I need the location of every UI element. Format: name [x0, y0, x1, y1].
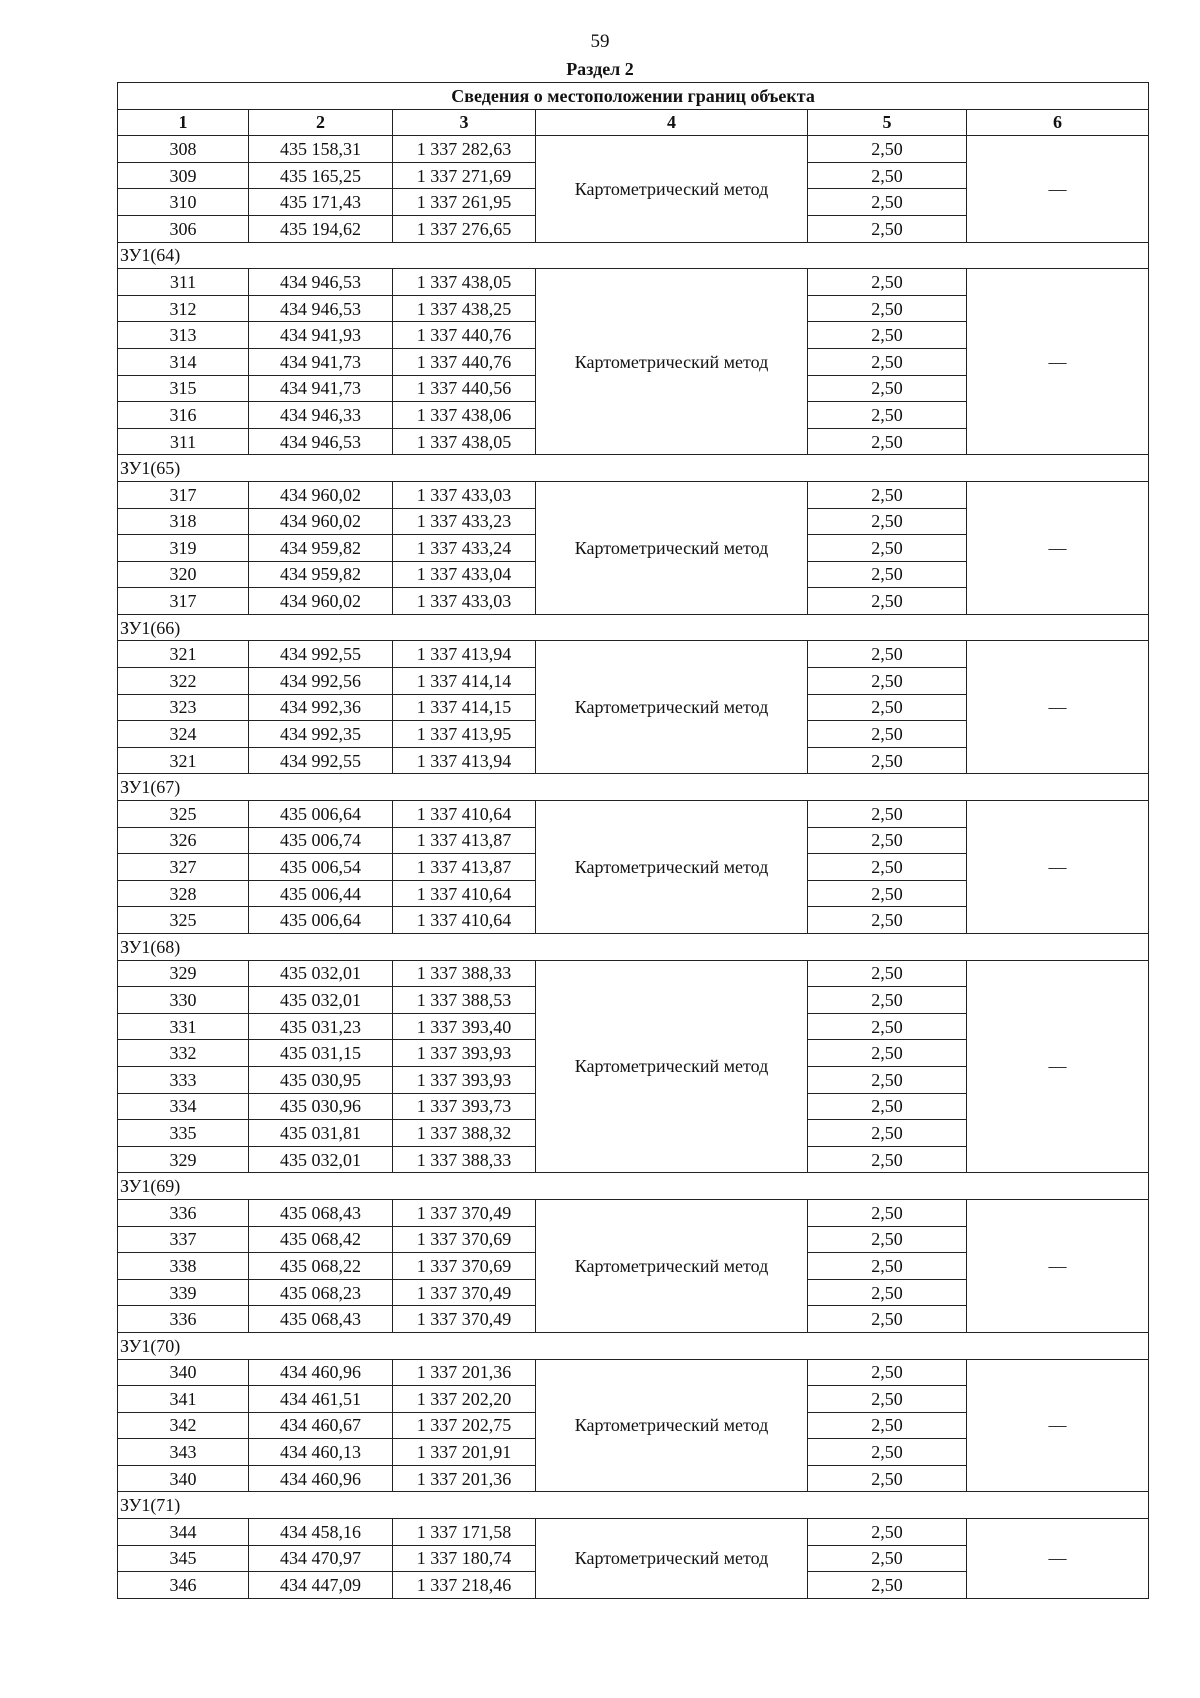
point-number: 344 — [118, 1519, 249, 1546]
table-row — [118, 801, 1149, 828]
coordinate-y: 1 337 370,69 — [393, 1226, 536, 1253]
coordinate-y: 1 337 388,53 — [393, 987, 536, 1014]
coordinate-x: 434 458,16 — [249, 1519, 393, 1546]
accuracy-value: 2,50 — [808, 827, 967, 854]
coordinate-x: 434 946,53 — [249, 295, 393, 322]
point-number: 336 — [118, 1199, 249, 1226]
point-number: 315 — [118, 375, 249, 402]
accuracy-value: 2,50 — [808, 1519, 967, 1546]
point-number: 320 — [118, 561, 249, 588]
accuracy-value: 2,50 — [808, 880, 967, 907]
accuracy-value: 2,50 — [808, 1226, 967, 1253]
coordinate-x: 435 031,81 — [249, 1120, 393, 1147]
group-label-row — [118, 934, 1149, 961]
column-header: 6 — [967, 109, 1149, 136]
accuracy-value: 2,50 — [808, 1545, 967, 1572]
point-number: 340 — [118, 1465, 249, 1492]
accuracy-value: 2,50 — [808, 854, 967, 881]
column-header: 2 — [249, 109, 393, 136]
point-number: 309 — [118, 162, 249, 189]
coordinate-x: 434 959,82 — [249, 535, 393, 562]
coordinate-x: 434 960,02 — [249, 481, 393, 508]
coordinate-y: 1 337 370,49 — [393, 1279, 536, 1306]
group-label-row — [118, 774, 1149, 801]
coordinate-y: 1 337 393,40 — [393, 1013, 536, 1040]
coordinate-y: 1 337 433,03 — [393, 481, 536, 508]
group-label: ЗУ1(70) — [118, 1332, 1149, 1359]
accuracy-value: 2,50 — [808, 747, 967, 774]
accuracy-value: 2,50 — [808, 1572, 967, 1599]
coordinate-x: 435 068,42 — [249, 1226, 393, 1253]
point-number: 340 — [118, 1359, 249, 1386]
coordinate-x: 434 941,73 — [249, 375, 393, 402]
coordinate-y: 1 337 410,64 — [393, 880, 536, 907]
coordinate-y: 1 337 370,49 — [393, 1199, 536, 1226]
point-number: 321 — [118, 641, 249, 668]
accuracy-value: 2,50 — [808, 162, 967, 189]
table-row — [118, 960, 1149, 987]
coordinate-y: 1 337 201,91 — [393, 1439, 536, 1466]
table-row — [118, 269, 1149, 296]
coordinate-y: 1 337 438,05 — [393, 428, 536, 455]
point-number: 326 — [118, 827, 249, 854]
group-label-row — [118, 1492, 1149, 1519]
point-number: 328 — [118, 880, 249, 907]
coordinate-x: 435 031,23 — [249, 1013, 393, 1040]
coordinate-y: 1 337 388,33 — [393, 960, 536, 987]
group-label-row — [118, 242, 1149, 269]
description-cell: — — [967, 136, 1149, 242]
coordinate-y: 1 337 438,05 — [393, 269, 536, 296]
point-number: 319 — [118, 535, 249, 562]
point-number: 335 — [118, 1120, 249, 1147]
description-cell: — — [967, 1519, 1149, 1599]
coordinate-y: 1 337 413,95 — [393, 721, 536, 748]
group-label: ЗУ1(68) — [118, 934, 1149, 961]
coordinate-y: 1 337 393,93 — [393, 1040, 536, 1067]
coordinate-x: 434 992,36 — [249, 694, 393, 721]
coordinate-y: 1 337 440,76 — [393, 348, 536, 375]
accuracy-value: 2,50 — [808, 1359, 967, 1386]
coordinate-x: 434 960,02 — [249, 588, 393, 615]
accuracy-value: 2,50 — [808, 1120, 967, 1147]
point-number: 311 — [118, 428, 249, 455]
coordinate-y: 1 337 440,76 — [393, 322, 536, 349]
group-label: ЗУ1(67) — [118, 774, 1149, 801]
accuracy-value: 2,50 — [808, 402, 967, 429]
page-number: 59 — [590, 31, 610, 52]
accuracy-value: 2,50 — [808, 1013, 967, 1040]
point-number: 322 — [118, 668, 249, 695]
point-number: 331 — [118, 1013, 249, 1040]
point-number: 329 — [118, 1146, 249, 1173]
coordinate-y: 1 337 370,49 — [393, 1306, 536, 1333]
coordinate-y: 1 337 433,24 — [393, 535, 536, 562]
boundary-coordinates-table — [117, 82, 1149, 1599]
coordinate-x: 434 946,53 — [249, 269, 393, 296]
accuracy-value: 2,50 — [808, 1386, 967, 1413]
coordinate-x: 434 946,33 — [249, 402, 393, 429]
point-number: 313 — [118, 322, 249, 349]
coordinate-y: 1 337 202,20 — [393, 1386, 536, 1413]
group-label: ЗУ1(66) — [118, 614, 1149, 641]
coordinate-x: 434 992,55 — [249, 747, 393, 774]
accuracy-value: 2,50 — [808, 189, 967, 216]
point-number: 308 — [118, 136, 249, 163]
group-label: ЗУ1(64) — [118, 242, 1149, 269]
table-caption: Сведения о местоположении границ объекта — [118, 83, 1149, 110]
coordinate-x: 434 941,93 — [249, 322, 393, 349]
method-cell: Картометрический метод — [536, 801, 808, 934]
group-label-row — [118, 1332, 1149, 1359]
coordinate-x: 435 068,22 — [249, 1253, 393, 1280]
coordinate-x: 434 960,02 — [249, 508, 393, 535]
accuracy-value: 2,50 — [808, 561, 967, 588]
accuracy-value: 2,50 — [808, 322, 967, 349]
point-number: 324 — [118, 721, 249, 748]
coordinate-x: 435 032,01 — [249, 1146, 393, 1173]
accuracy-value: 2,50 — [808, 721, 967, 748]
point-number: 325 — [118, 907, 249, 934]
coordinate-y: 1 337 261,95 — [393, 189, 536, 216]
point-number: 339 — [118, 1279, 249, 1306]
group-label-row — [118, 1173, 1149, 1200]
coordinate-y: 1 337 438,06 — [393, 402, 536, 429]
point-number: 334 — [118, 1093, 249, 1120]
coordinate-x: 435 068,43 — [249, 1306, 393, 1333]
point-number: 345 — [118, 1545, 249, 1572]
accuracy-value: 2,50 — [808, 1279, 967, 1306]
point-number: 321 — [118, 747, 249, 774]
coordinate-y: 1 337 414,15 — [393, 694, 536, 721]
column-header: 3 — [393, 109, 536, 136]
accuracy-value: 2,50 — [808, 668, 967, 695]
coordinate-x: 435 158,31 — [249, 136, 393, 163]
point-number: 336 — [118, 1306, 249, 1333]
coordinate-y: 1 337 413,94 — [393, 641, 536, 668]
description-cell: — — [967, 801, 1149, 934]
point-number: 317 — [118, 481, 249, 508]
coordinate-y: 1 337 410,64 — [393, 801, 536, 828]
accuracy-value: 2,50 — [808, 1093, 967, 1120]
coordinate-y: 1 337 433,03 — [393, 588, 536, 615]
point-number: 341 — [118, 1386, 249, 1413]
coordinate-y: 1 337 413,94 — [393, 747, 536, 774]
coordinate-y: 1 337 202,75 — [393, 1412, 536, 1439]
coordinate-x: 434 946,53 — [249, 428, 393, 455]
accuracy-value: 2,50 — [808, 1253, 967, 1280]
accuracy-value: 2,50 — [808, 1306, 967, 1333]
method-cell: Картометрический метод — [536, 1359, 808, 1492]
coordinate-x: 434 470,97 — [249, 1545, 393, 1572]
accuracy-value: 2,50 — [808, 1412, 967, 1439]
method-cell: Картометрический метод — [536, 136, 808, 242]
accuracy-value: 2,50 — [808, 1199, 967, 1226]
coordinate-y: 1 337 276,65 — [393, 215, 536, 242]
accuracy-value: 2,50 — [808, 641, 967, 668]
point-number: 333 — [118, 1066, 249, 1093]
column-header: 1 — [118, 109, 249, 136]
point-number: 346 — [118, 1572, 249, 1599]
accuracy-value: 2,50 — [808, 987, 967, 1014]
coordinate-x: 435 171,43 — [249, 189, 393, 216]
coordinate-x: 434 461,51 — [249, 1386, 393, 1413]
point-number: 325 — [118, 801, 249, 828]
coordinate-y: 1 337 370,69 — [393, 1253, 536, 1280]
coordinate-x: 435 068,23 — [249, 1279, 393, 1306]
coordinate-x: 435 006,44 — [249, 880, 393, 907]
point-number: 311 — [118, 269, 249, 296]
coordinate-x: 435 006,64 — [249, 907, 393, 934]
accuracy-value: 2,50 — [808, 1066, 967, 1093]
method-cell: Картометрический метод — [536, 960, 808, 1173]
group-label-row — [118, 614, 1149, 641]
coordinate-x: 435 030,95 — [249, 1066, 393, 1093]
method-cell: Картометрический метод — [536, 481, 808, 614]
point-number: 310 — [118, 189, 249, 216]
coordinate-x: 435 194,62 — [249, 215, 393, 242]
coordinate-y: 1 337 201,36 — [393, 1359, 536, 1386]
accuracy-value: 2,50 — [808, 694, 967, 721]
coordinate-x: 435 030,96 — [249, 1093, 393, 1120]
accuracy-value: 2,50 — [808, 269, 967, 296]
coordinate-y: 1 337 180,74 — [393, 1545, 536, 1572]
coordinate-x: 434 992,56 — [249, 668, 393, 695]
coordinate-y: 1 337 393,73 — [393, 1093, 536, 1120]
coordinate-x: 435 006,54 — [249, 854, 393, 881]
coordinate-y: 1 337 271,69 — [393, 162, 536, 189]
accuracy-value: 2,50 — [808, 801, 967, 828]
accuracy-value: 2,50 — [808, 535, 967, 562]
coordinate-x: 434 992,35 — [249, 721, 393, 748]
coordinate-x: 435 006,64 — [249, 801, 393, 828]
column-header-row — [118, 109, 1149, 136]
coordinate-y: 1 337 413,87 — [393, 827, 536, 854]
point-number: 327 — [118, 854, 249, 881]
point-number: 314 — [118, 348, 249, 375]
coordinate-y: 1 337 388,33 — [393, 1146, 536, 1173]
coordinate-y: 1 337 218,46 — [393, 1572, 536, 1599]
method-cell: Картометрический метод — [536, 1519, 808, 1599]
column-header: 5 — [808, 109, 967, 136]
point-number: 338 — [118, 1253, 249, 1280]
coordinate-y: 1 337 201,36 — [393, 1465, 536, 1492]
coordinate-y: 1 337 438,25 — [393, 295, 536, 322]
coordinate-y: 1 337 282,63 — [393, 136, 536, 163]
method-cell: Картометрический метод — [536, 1199, 808, 1332]
column-header: 4 — [536, 109, 808, 136]
coordinate-y: 1 337 414,14 — [393, 668, 536, 695]
section-title: Раздел 2 — [566, 59, 634, 79]
accuracy-value: 2,50 — [808, 907, 967, 934]
coordinate-x: 435 165,25 — [249, 162, 393, 189]
description-cell: — — [967, 1199, 1149, 1332]
coordinate-y: 1 337 433,04 — [393, 561, 536, 588]
accuracy-value: 2,50 — [808, 1040, 967, 1067]
table-row — [118, 481, 1149, 508]
coordinate-y: 1 337 440,56 — [393, 375, 536, 402]
accuracy-value: 2,50 — [808, 1465, 967, 1492]
point-number: 332 — [118, 1040, 249, 1067]
point-number: 306 — [118, 215, 249, 242]
coordinate-y: 1 337 388,32 — [393, 1120, 536, 1147]
point-number: 337 — [118, 1226, 249, 1253]
point-number: 343 — [118, 1439, 249, 1466]
coordinate-x: 434 460,96 — [249, 1359, 393, 1386]
description-cell: — — [967, 960, 1149, 1173]
accuracy-value: 2,50 — [808, 348, 967, 375]
group-label: ЗУ1(65) — [118, 455, 1149, 482]
coordinate-x: 434 460,67 — [249, 1412, 393, 1439]
accuracy-value: 2,50 — [808, 295, 967, 322]
coordinate-x: 434 959,82 — [249, 561, 393, 588]
coordinate-x: 435 032,01 — [249, 987, 393, 1014]
point-number: 317 — [118, 588, 249, 615]
description-cell: — — [967, 1359, 1149, 1492]
point-number: 312 — [118, 295, 249, 322]
point-number: 323 — [118, 694, 249, 721]
method-cell: Картометрический метод — [536, 641, 808, 774]
coordinate-x: 435 031,15 — [249, 1040, 393, 1067]
point-number: 330 — [118, 987, 249, 1014]
table-row — [118, 1519, 1149, 1546]
accuracy-value: 2,50 — [808, 136, 967, 163]
coordinate-y: 1 337 410,64 — [393, 907, 536, 934]
accuracy-value: 2,50 — [808, 960, 967, 987]
coordinate-x: 434 941,73 — [249, 348, 393, 375]
group-label: ЗУ1(71) — [118, 1492, 1149, 1519]
coordinate-x: 435 006,74 — [249, 827, 393, 854]
accuracy-value: 2,50 — [808, 481, 967, 508]
accuracy-value: 2,50 — [808, 1439, 967, 1466]
accuracy-value: 2,50 — [808, 428, 967, 455]
coordinate-x: 435 068,43 — [249, 1199, 393, 1226]
point-number: 316 — [118, 402, 249, 429]
coordinate-x: 434 460,13 — [249, 1439, 393, 1466]
coordinate-x: 434 460,96 — [249, 1465, 393, 1492]
table-row — [118, 136, 1149, 163]
coordinate-y: 1 337 413,87 — [393, 854, 536, 881]
point-number: 342 — [118, 1412, 249, 1439]
coordinate-x: 434 992,55 — [249, 641, 393, 668]
group-label-row — [118, 455, 1149, 482]
accuracy-value: 2,50 — [808, 375, 967, 402]
point-number: 329 — [118, 960, 249, 987]
table-row — [118, 641, 1149, 668]
description-cell: — — [967, 481, 1149, 614]
table-caption-row — [118, 83, 1149, 110]
method-cell: Картометрический метод — [536, 269, 808, 455]
coordinate-x: 435 032,01 — [249, 960, 393, 987]
coordinate-y: 1 337 393,93 — [393, 1066, 536, 1093]
accuracy-value: 2,50 — [808, 508, 967, 535]
coordinate-y: 1 337 433,23 — [393, 508, 536, 535]
point-number: 318 — [118, 508, 249, 535]
coordinate-x: 434 447,09 — [249, 1572, 393, 1599]
accuracy-value: 2,50 — [808, 1146, 967, 1173]
accuracy-value: 2,50 — [808, 588, 967, 615]
description-cell: — — [967, 641, 1149, 774]
description-cell: — — [967, 269, 1149, 455]
accuracy-value: 2,50 — [808, 215, 967, 242]
table-row — [118, 1359, 1149, 1386]
group-label: ЗУ1(69) — [118, 1173, 1149, 1200]
coordinate-y: 1 337 171,58 — [393, 1519, 536, 1546]
table-row — [118, 1199, 1149, 1226]
